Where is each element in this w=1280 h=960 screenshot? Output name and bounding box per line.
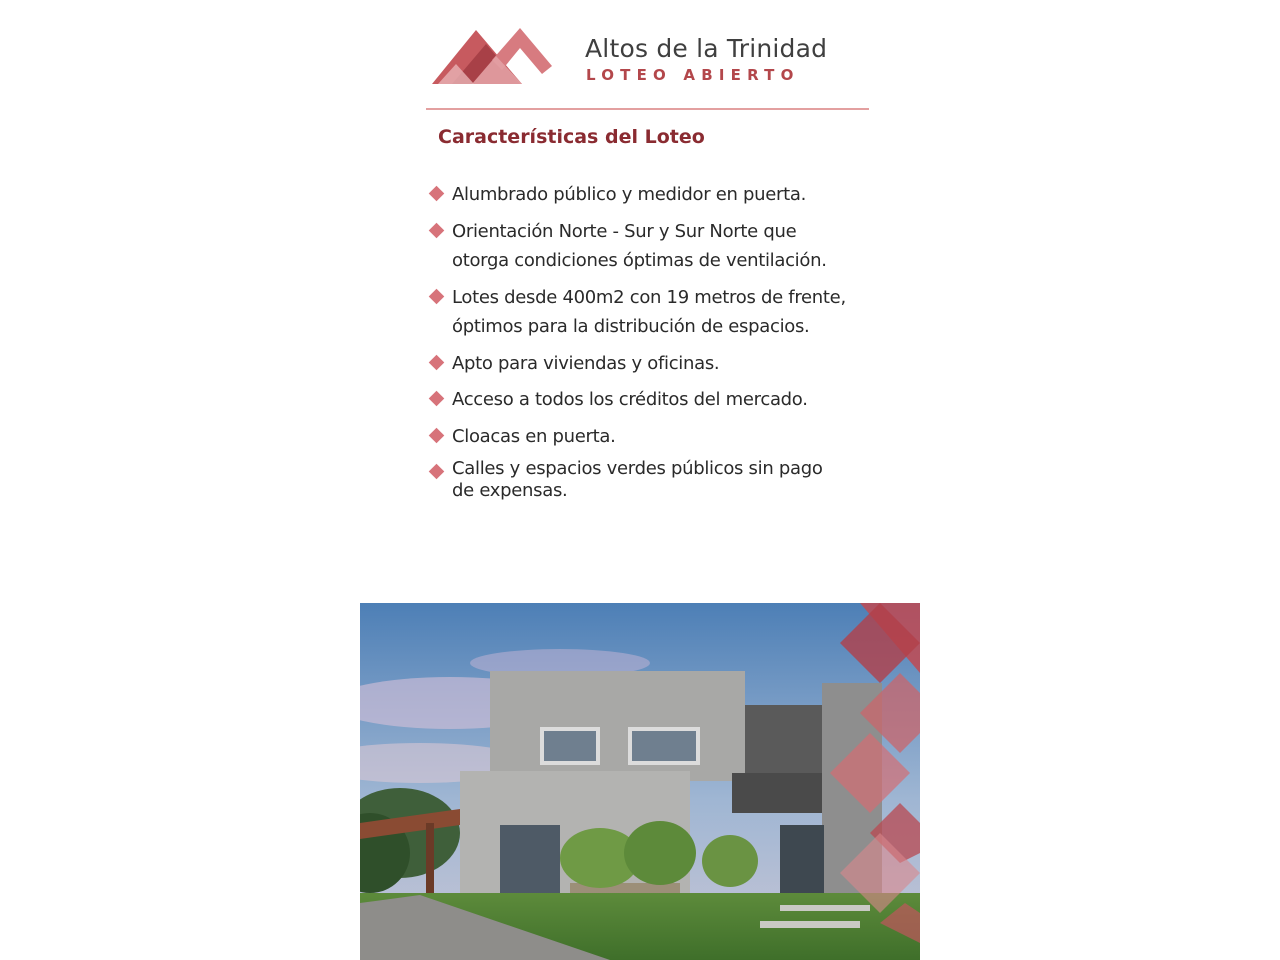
- roof-logo-icon: [430, 24, 560, 92]
- diamond-bullet-icon: [429, 288, 445, 304]
- feature-text: Alumbrado público y medidor en puerta.: [452, 184, 807, 205]
- feature-text: Calles y espacios verdes públicos sin pago de expensas.: [452, 458, 823, 501]
- list-item: [428, 349, 878, 379]
- feature-text: Orientación Norte - Sur y Sur Norte que otorga condiciones óptimas de ventilación.: [452, 220, 827, 271]
- house-render-image: [360, 603, 920, 960]
- list-item: [428, 217, 878, 276]
- feature-text: Acceso a todos los créditos del mercado.: [452, 389, 808, 410]
- feature-text: Cloacas en puerta.: [452, 425, 616, 447]
- diamond-bullet-icon: [429, 222, 445, 238]
- feature-text: Apto para viviendas y oficinas.: [452, 352, 720, 374]
- brand-logo: [430, 24, 870, 94]
- list-item: [428, 385, 878, 415]
- feature-text: Lotes desde 400m2 con 19 metros de frente, óptimos para la distribución de espacios.: [452, 286, 846, 337]
- brand-subtitle: LOTEO ABIERTO: [586, 66, 800, 84]
- diamond-bullet-icon: [429, 391, 445, 407]
- list-item: [428, 180, 878, 210]
- diamond-bullet-icon: [429, 464, 445, 480]
- list-item: [428, 458, 878, 502]
- diamond-bullet-icon: [429, 186, 445, 202]
- section-title: Características del Loteo: [438, 126, 705, 148]
- diamond-bullet-icon: [429, 354, 445, 370]
- list-item: [428, 283, 878, 342]
- divider: [426, 108, 869, 110]
- diamond-bullet-icon: [429, 427, 445, 443]
- features-list: [428, 180, 878, 509]
- brand-title: Altos de la Trinidad: [585, 34, 828, 63]
- list-item: [428, 422, 878, 452]
